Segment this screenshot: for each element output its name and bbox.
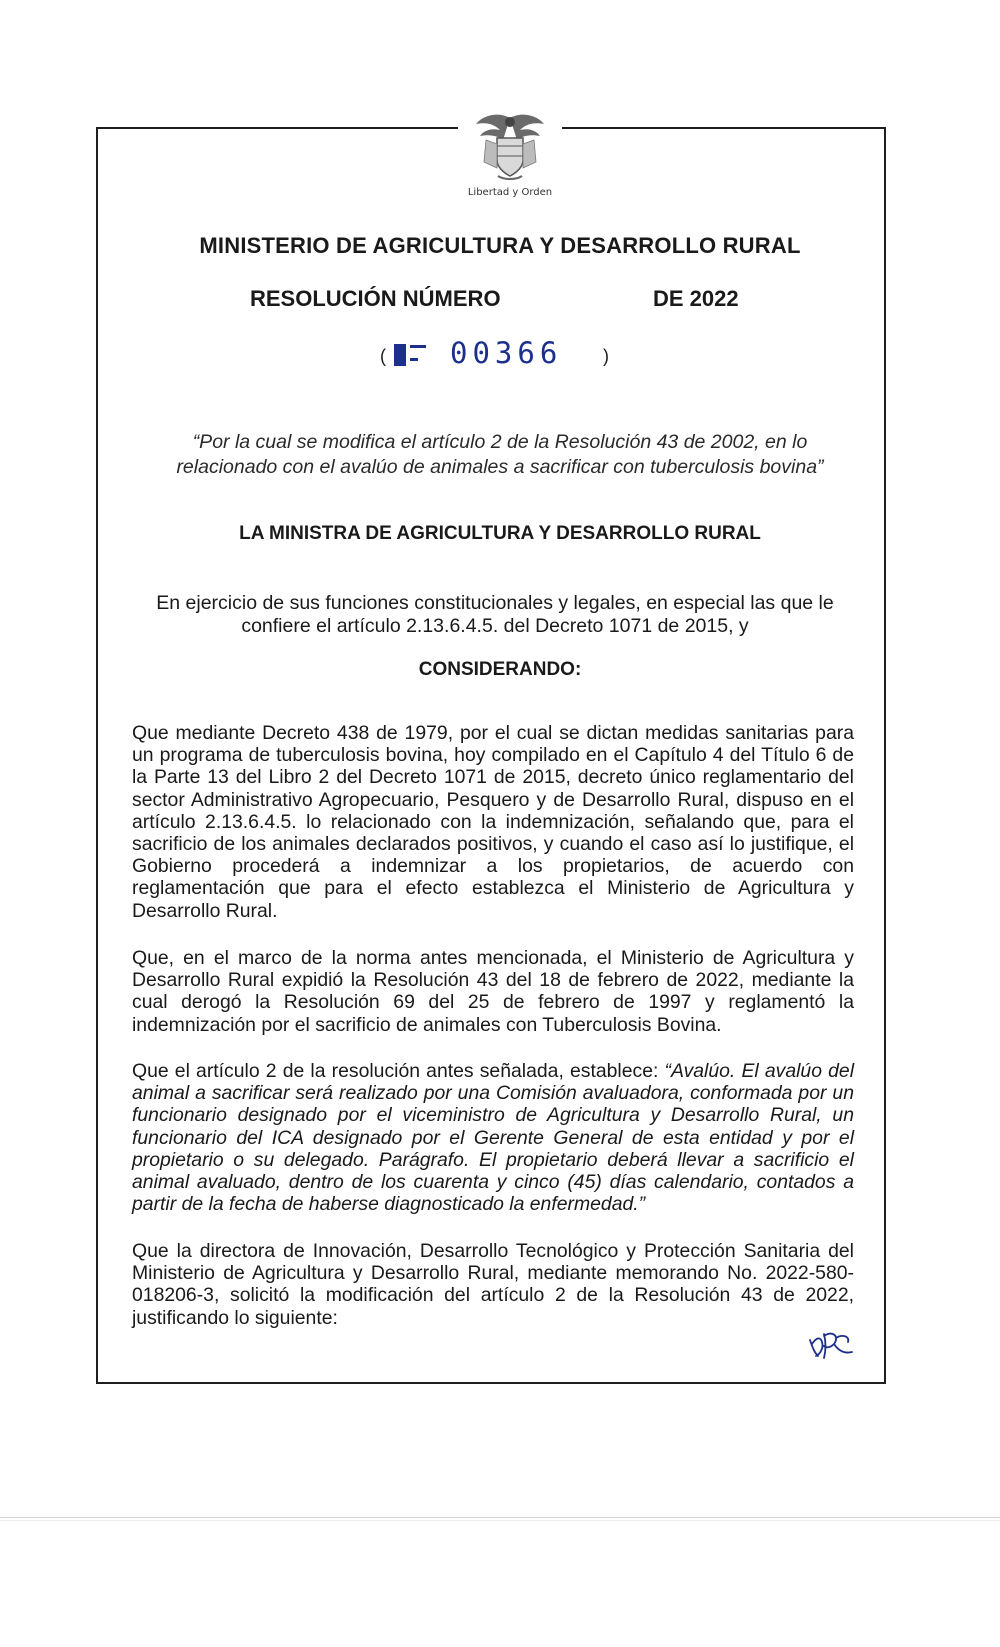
stamp-dash: [410, 358, 418, 361]
subject-line: relacionado con el avalúo de animales a sacrificar con tuberculosis bovina”: [176, 456, 824, 478]
coat-of-arms: [458, 106, 562, 204]
scan-edge-line: [0, 1517, 1000, 1518]
resolution-number: 00366: [450, 336, 563, 370]
motto: Libertad y Orden: [467, 187, 553, 198]
open-parenthesis: (: [380, 346, 386, 366]
paragraph-resolution-43: Que, en el marco de la norma antes mencionada, el Ministerio de Agricultura y Desarrollo Rural expidió la Resolución 43 del 18 de febrero de 2022, mediante la cual derogó la Resolución 69 del 25 de febrero de 1997 y reglamentó la indemnización por el sacrificio de animales con Tuberculosis Bovina.: [132, 947, 854, 1036]
authority-heading: LA MINISTRA DE AGRICULTURA Y DESARROLLO RURAL: [239, 523, 761, 544]
stamp-mark: [394, 344, 406, 366]
exercise-clause: [150, 592, 840, 638]
paragraph-intro: Que el artículo 2 de la resolución antes señalada, establece:: [132, 1060, 665, 1082]
resolution-subject: [160, 430, 840, 480]
resolution-year: DE 2022: [653, 286, 739, 311]
paragraph-memorandum: Que la directora de Innovación, Desarrollo Tecnológico y Protección Sanitaria del Ministerio de Agricultura y Desarrollo Rural, mediante memorando No. 2022-580-018206-3, solicitó la modificación del artículo 2 de la Resolución 43 de 2022, justificando lo siguiente:: [132, 1240, 854, 1329]
subject-line: “Por la cual se modifica el artículo 2 de la Resolución 43 de 2002, en lo: [192, 431, 808, 453]
exercise-line: En ejercicio de sus funciones constitucionales y legales, en especial las que le: [156, 592, 834, 614]
stamp-dash: [410, 345, 426, 348]
ministry-heading: MINISTERIO DE AGRICULTURA Y DESARROLLO RURAL: [199, 233, 801, 258]
exercise-line: confiere el artículo 2.13.6.4.5. del Decreto 1071 de 2015, y: [241, 615, 749, 637]
paragraph-article-2: [132, 1060, 854, 1215]
handwritten-initials: [806, 1326, 856, 1367]
resolution-label: RESOLUCIÓN NÚMERO: [250, 286, 501, 311]
resolution-number-line: [380, 336, 640, 376]
scan-edge-line: [0, 1520, 1000, 1521]
paragraph-decree-438: Que mediante Decreto 438 de 1979, por el cual se dictan medidas sanitarias para un programa de tuberculosis bovina, hoy compilado en el Capítulo 4 del Título 6 de la Parte 13 del Libro 2 del Decreto 1071 de 2015, decreto único reglamentario del sector Administrativo Agropecuario, Pesquero y de Desarrollo Rural, dispuso en el artículo 2.13.6.4.5. lo relacionado con la indemnización, señalando que, para el sacrificio de los animales declarados positivos, y cuando el caso así lo justifique, el Gobierno procederá a indemnizar a los propietarios, de acuerdo con reglamentación que para el efecto establezca el Ministerio de Agricultura y Desarrollo Rural.: [132, 722, 854, 922]
quoted-article: “Avalúo. El avalúo del animal a sacrificar será realizado por una Comisión avaluadora, conformada por un funcionario designado por el viceministro de Agricultura y Desarrollo Rural, un funcionario del ICA designado por el Gerente General de esta entidad y por el propietario o su delegado. Parágrafo. El propietario deberá llevar a sacrificio el animal avaluado, dentro de los cuarenta y cinco (45) días calendario, contados a partir de la fecha de haberse diagnosticado la enfermedad.”: [132, 1060, 855, 1216]
considering-heading: CONSIDERANDO:: [418, 659, 582, 680]
close-parenthesis: ): [603, 346, 609, 366]
coat-of-arms-icon: [470, 110, 550, 186]
